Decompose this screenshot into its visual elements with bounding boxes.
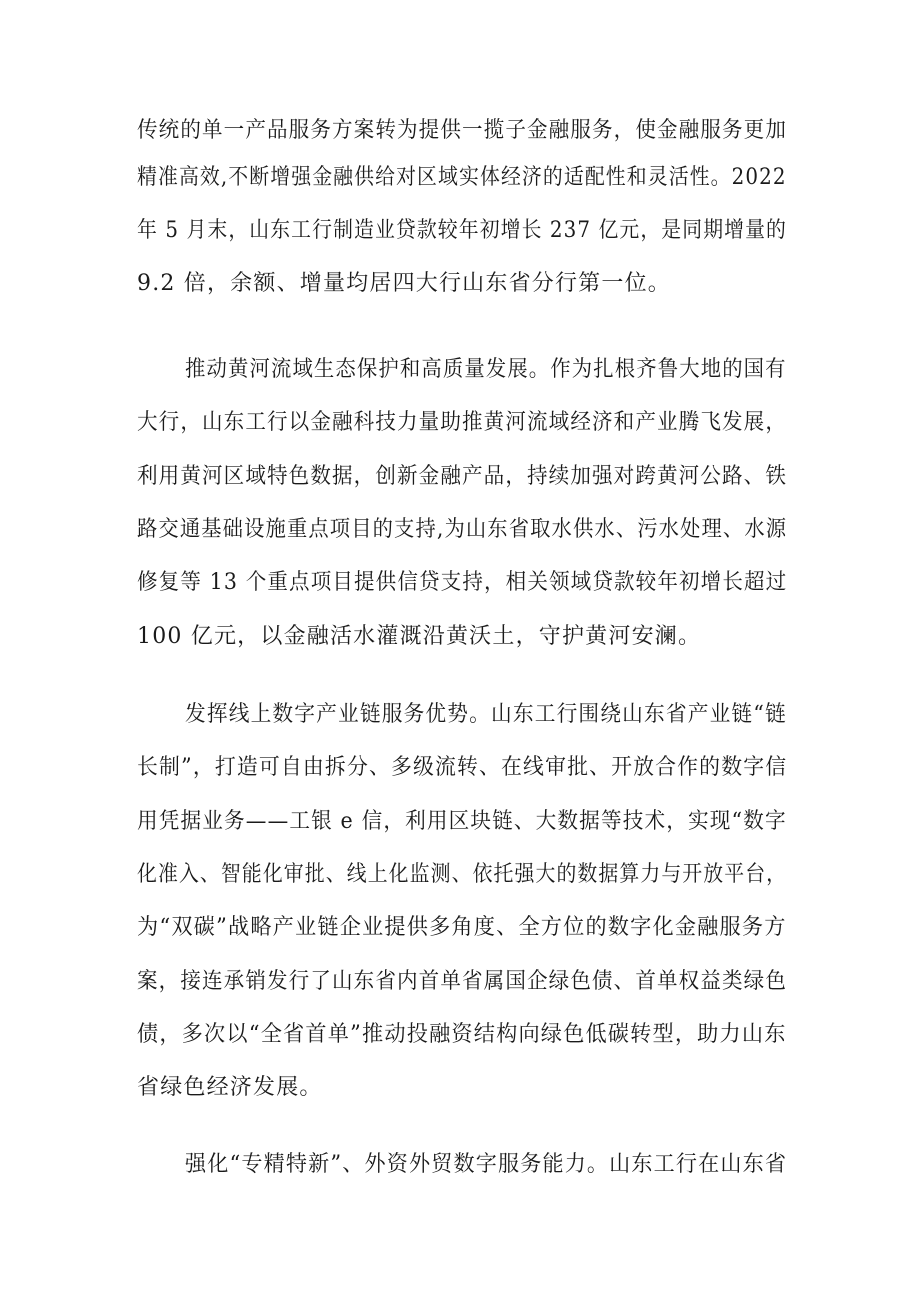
text-line: 修复等 13 个重点项目提供信贷支持，相关领域贷款较年初增长超过 xyxy=(137,570,788,595)
text-line: 推动黄河流域生态保护和高质量发展。作为扎根齐鲁大地的国有 xyxy=(185,357,787,382)
text-line: 9.2 倍，余额、增量均居四大行山东省分行第一位。 xyxy=(137,271,671,296)
text-line: 案，接连承销发行了山东省内首单省属国企绿色债、首单权益类绿色 xyxy=(137,969,788,994)
text-line: 发挥线上数字产业链服务优势。山东工行围绕山东省产业链“链 xyxy=(185,702,787,727)
text-line: 大行，山东工行以金融科技力量助推黄河流域经济和产业腾飞发展， xyxy=(137,410,788,435)
text-line: 省绿色经济发展。 xyxy=(137,1075,323,1100)
text-line: 传统的单一产品服务方案转为提供一揽子金融服务，使金融服务更加 xyxy=(137,118,788,143)
text-line: 年 5 月末，山东工行制造业贷款较年初增长 237 亿元，是同期增量的 xyxy=(137,218,787,243)
text-line: 长制”，打造可自由拆分、多级流转、在线审批、开放合作的数字信 xyxy=(137,755,788,780)
text-line: 路交通基础设施重点项目的支持,为山东省取水供水、污水处理、水源 xyxy=(137,517,788,542)
text-line: 为“双碳”战略产业链企业提供多角度、全方位的数字化金融服务方 xyxy=(137,915,787,940)
text-line: 强化“专精特新”、外资外贸数字服务能力。山东工行在山东省 xyxy=(185,1152,788,1177)
text-line: 用凭据业务——工银 e 信，利用区块链、大数据等技术，实现“数字 xyxy=(137,809,787,834)
text-line: 化准入、智能化审批、线上化监测、依托强大的数据算力与开放平台， xyxy=(137,862,788,887)
text-line: 100 亿元，以金融活水灌溉沿黄沃土，守护黄河安澜。 xyxy=(137,624,702,649)
text-line: 精准高效,不断增强金融供给对区域实体经济的适配性和灵活性。2022 xyxy=(137,165,787,190)
text-line: 债，多次以“全省首单”推动投融资结构向绿色低碳转型，助力山东 xyxy=(137,1022,787,1047)
text-line: 利用黄河区域特色数据，创新金融产品，持续加强对跨黄河公路、铁 xyxy=(137,464,788,489)
